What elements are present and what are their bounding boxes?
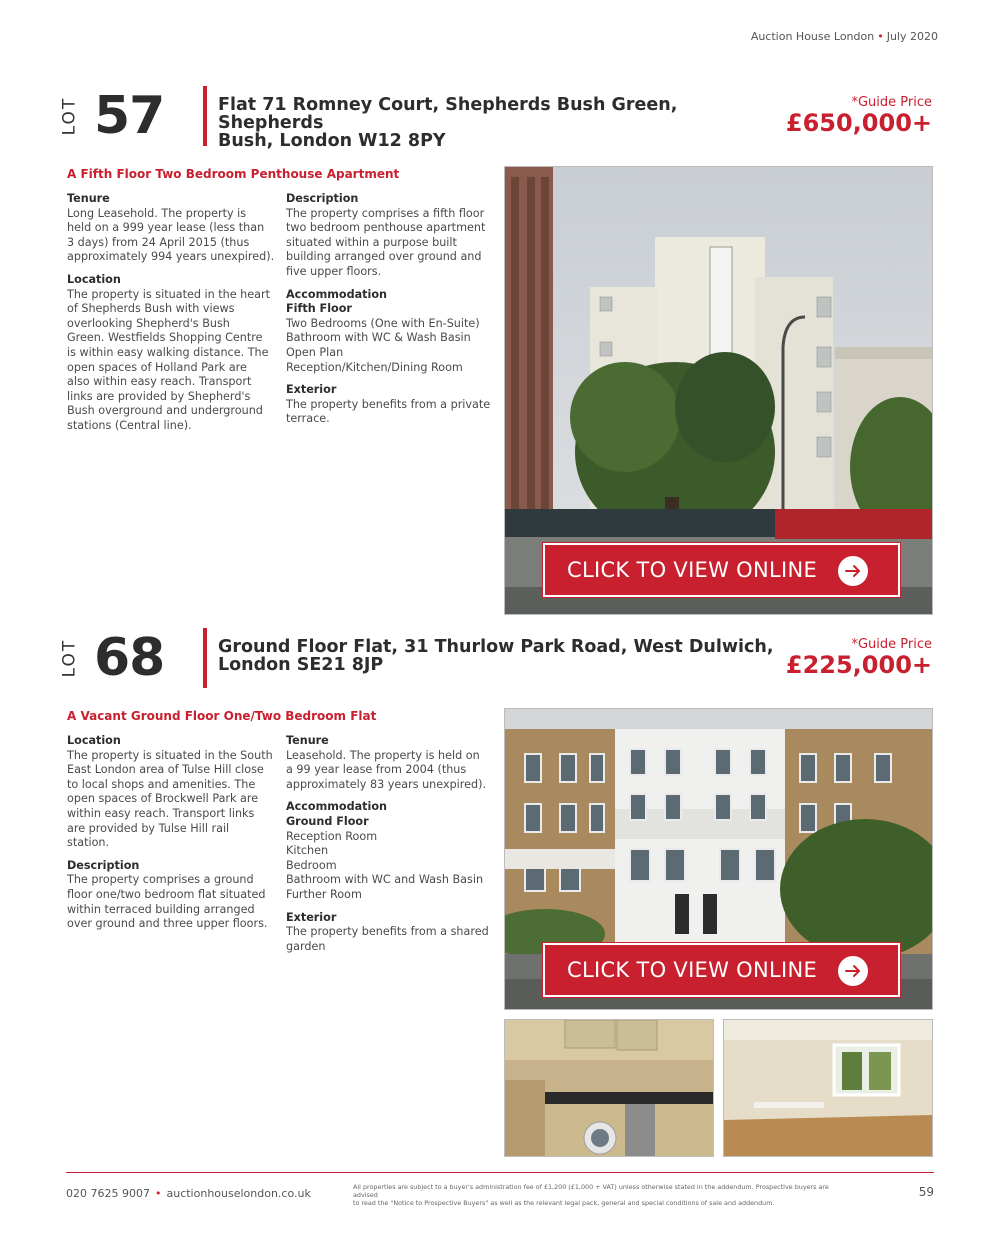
text-line: is within easy walking distance. The	[67, 345, 269, 359]
lot-68-left-column	[67, 734, 282, 940]
title-line: Flat 71 Romney Court, Shepherds Bush Green, Shepherds	[218, 95, 678, 133]
lot-57-left-column	[67, 192, 282, 442]
text-line: of Shepherds Bush with views	[67, 302, 235, 316]
location-section	[67, 273, 282, 434]
issue-date: July 2020	[886, 30, 938, 43]
text-line: stations (Central line).	[67, 418, 192, 432]
text-line: links are provided by Shepherd's	[67, 389, 251, 403]
description-section	[67, 859, 282, 932]
view-online-label: CLICK TO VIEW ONLINE	[567, 958, 818, 982]
text-line: over ground and three upper floors.	[67, 917, 268, 931]
page-number: 59	[918, 1185, 934, 1199]
text-line: to local shops and amenities. The	[67, 777, 256, 791]
text-line: Reception Room	[286, 829, 378, 843]
text-line: building arranged over ground and	[286, 250, 482, 264]
title-line: Ground Floor Flat, 31 Thurlow Park Road, West Dulwich,	[218, 637, 774, 657]
lot-number: 57	[94, 86, 165, 146]
text-line: Kitchen	[286, 844, 329, 858]
room-illustration	[724, 1020, 932, 1156]
lot-word: LOT	[59, 638, 80, 678]
text-line: 3 days) from 24 April 2015 (thus	[67, 235, 250, 249]
page-header	[751, 30, 938, 43]
tenure-section	[67, 192, 282, 265]
section-heading: Description	[286, 192, 359, 205]
section-heading: Accommodation	[286, 800, 387, 814]
lot-57-subtitle: A Fifth Floor Two Bedroom Penthouse Apartment	[67, 167, 400, 181]
section-heading: Accommodation	[286, 287, 387, 301]
text-line: Bedroom	[286, 858, 337, 872]
text-line: Reception/Kitchen/Dining Room	[286, 360, 463, 374]
kitchen-illustration	[505, 1020, 713, 1156]
section-heading: Location	[67, 734, 121, 747]
guide-price-label: *Guide Price	[851, 637, 932, 652]
text-line: The property comprises a ground	[67, 873, 254, 887]
text-line: held on a 999 year lease (less than	[67, 221, 265, 235]
section-heading: Exterior	[286, 383, 337, 397]
text-line: open spaces of Brockwell Park are	[67, 792, 259, 806]
text-line: Open Plan	[286, 345, 344, 359]
phone-number[interactable]: 020 7625 9007	[66, 1187, 150, 1200]
guide-price: £225,000+	[785, 651, 932, 679]
text-line: are provided by Tulse Hill rail	[67, 821, 230, 835]
lot-68-right-column	[286, 734, 498, 962]
text-line: overlooking Shepherd's Bush	[67, 316, 230, 330]
floor-heading: Ground Floor	[286, 814, 369, 828]
text-line: Further Room	[286, 887, 362, 901]
lot-divider	[203, 86, 207, 146]
lot-68-subtitle: A Vacant Ground Floor One/Two Bedroom Flat	[67, 709, 377, 723]
lot-57-title	[218, 96, 778, 150]
lot-number: 68	[94, 628, 165, 688]
text-line: within terraced building arranged	[67, 902, 255, 916]
text-line: situated within a purpose built	[286, 235, 457, 249]
separator-dot: •	[877, 30, 884, 43]
text-line: within easy reach. Transport links	[67, 806, 255, 820]
text-line: Bathroom with WC & Wash Basin	[286, 331, 471, 345]
section-heading: Tenure	[286, 734, 329, 747]
website-link[interactable]: auctionhouselondon.co.uk	[166, 1187, 311, 1200]
text-line: two bedroom penthouse apartment	[286, 221, 486, 235]
footer-disclaimer	[353, 1183, 853, 1207]
lot-57-right-column	[286, 192, 498, 435]
accommodation-section	[286, 800, 498, 902]
text-line: approximately 994 years unexpired).	[67, 250, 275, 264]
exterior-section	[286, 911, 498, 955]
kitchen-photo	[504, 1019, 714, 1157]
publisher-name: Auction House London	[750, 30, 875, 43]
disclaimer-line: All properties are subject to a buyer's administration fee of £1,200 (£1,000 + VAT) unless otherwise stated in the addendum. Prospective buyers are advised	[353, 1183, 829, 1199]
text-line: Leasehold. The property is held on	[286, 748, 480, 762]
text-line: garden	[286, 939, 326, 953]
arrow-right-circle-icon	[838, 556, 868, 586]
separator-dot: •	[154, 1187, 162, 1200]
room-photo	[723, 1019, 933, 1157]
lot-word: LOT	[59, 96, 80, 136]
text-line: open spaces of Holland Park are	[67, 360, 247, 374]
exterior-section	[286, 383, 498, 427]
text-line: The property benefits from a private	[286, 397, 491, 411]
disclaimer-line: to read the "Notice to Prospective Buyers" as well as the relevant legal pack, general and special conditions of sale and addendum.	[353, 1199, 775, 1207]
text-line: The property benefits from a shared	[286, 925, 489, 939]
description-section	[286, 192, 498, 280]
text-line: The property is situated in the heart	[67, 287, 270, 301]
text-line: Bathroom with WC and Wash Basin	[286, 873, 484, 887]
guide-price-label: *Guide Price	[851, 95, 932, 110]
text-line: five upper floors.	[286, 264, 382, 278]
text-line: Green. Westfields Shopping Centre	[67, 331, 263, 345]
text-line: station.	[67, 836, 110, 850]
section-heading: Location	[67, 272, 121, 286]
view-online-label: CLICK TO VIEW ONLINE	[567, 558, 818, 582]
view-online-button[interactable]	[543, 543, 900, 597]
text-line: a 99 year lease from 2004 (thus	[286, 763, 467, 777]
text-line: Bush overground and underground	[67, 404, 263, 418]
lot-57-guide	[786, 95, 932, 136]
text-line: terrace.	[286, 412, 330, 426]
guide-price: £650,000+	[785, 109, 932, 137]
location-section	[67, 734, 282, 851]
section-heading: Tenure	[67, 192, 110, 205]
text-line: East London area of Tulse Hill close	[67, 763, 264, 777]
floor-heading: Fifth Floor	[286, 302, 352, 316]
section-heading: Description	[67, 858, 140, 872]
title-line: Bush, London W12 8PY	[218, 131, 446, 151]
tenure-section	[286, 734, 498, 792]
text-line: also within easy reach. Transport	[67, 375, 252, 389]
lot-68-guide	[786, 637, 932, 678]
text-line: approximately 83 years unexpired).	[286, 777, 487, 791]
arrow-right-circle-icon	[838, 956, 868, 986]
footer-contact	[66, 1187, 311, 1200]
text-line: The property comprises a fifth floor	[286, 206, 485, 220]
section-heading: Exterior	[286, 910, 337, 924]
text-line: floor one/two bedroom flat situated	[67, 887, 266, 901]
title-line: London SE21 8JP	[218, 655, 384, 675]
accommodation-section	[286, 288, 498, 376]
text-line: Long Leasehold. The property is	[67, 206, 247, 220]
lot-divider	[203, 628, 207, 688]
text-line: Two Bedrooms (One with En-Suite)	[286, 316, 480, 330]
lot-68-title	[218, 638, 778, 674]
footer-divider	[66, 1172, 934, 1173]
view-online-button[interactable]	[543, 943, 900, 997]
text-line: The property is situated in the South	[67, 748, 273, 762]
